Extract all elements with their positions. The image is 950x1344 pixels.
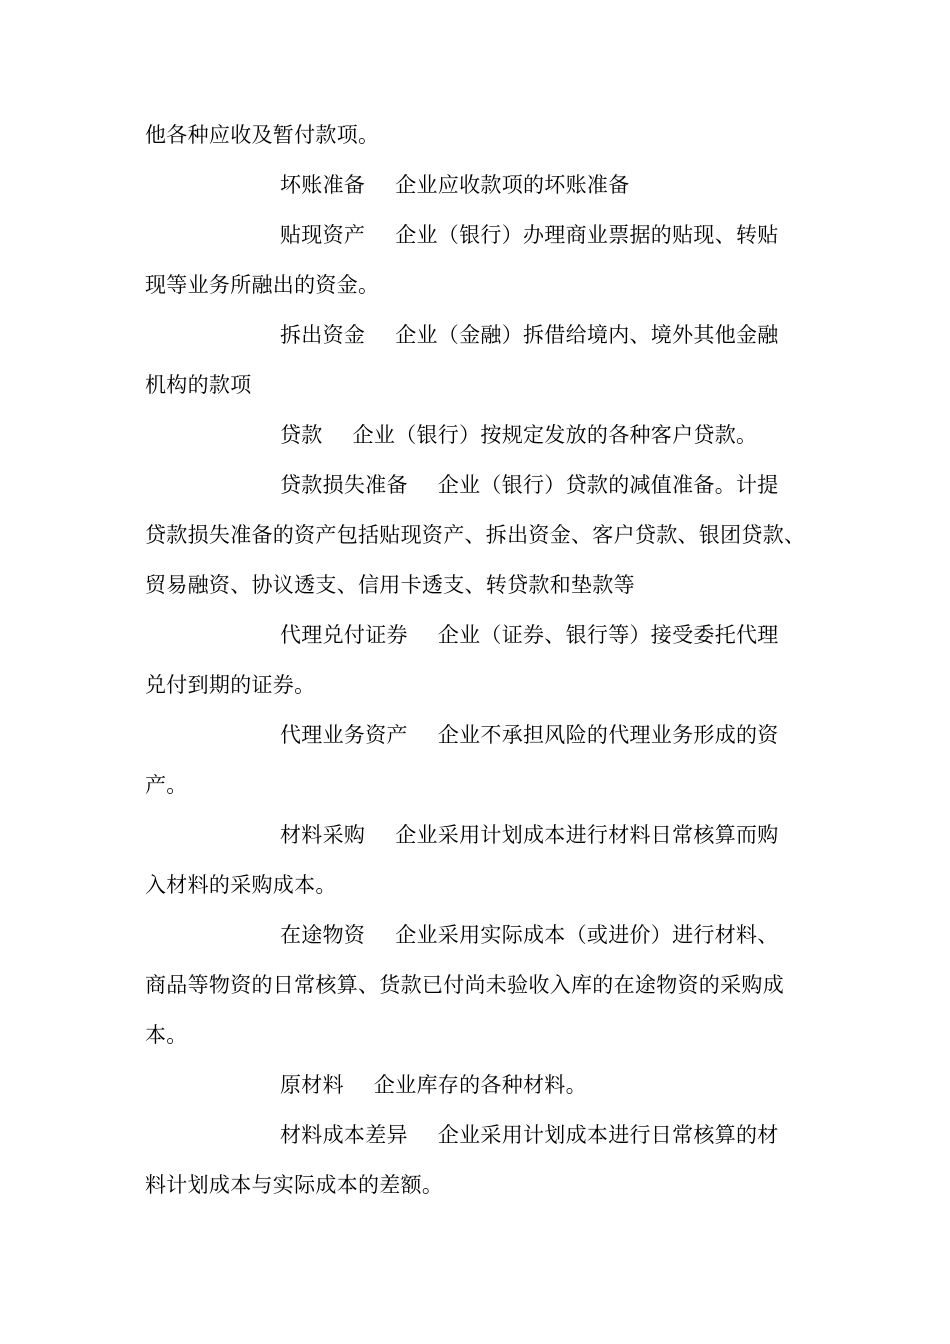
text-line <box>145 271 379 299</box>
term-definition: 企业（银行）贷款的减值准备。计提 <box>437 473 779 497</box>
term-label: 贴现资产 <box>280 223 366 247</box>
line-text: 入材料的采购成本。 <box>145 873 337 897</box>
term-entry <box>280 421 757 449</box>
text-line <box>145 671 315 699</box>
line-text: 产。 <box>145 773 188 797</box>
text-line <box>145 571 635 599</box>
term-definition: 企业（银行）按规定发放的各种客户贷款。 <box>352 423 758 447</box>
line-text: 机构的款项 <box>145 373 252 397</box>
term-entry <box>280 221 779 249</box>
term-definition: 企业（证券、银行等）接受委托代理 <box>437 623 779 647</box>
text-line <box>145 121 379 149</box>
term-label: 材料采购 <box>280 823 366 847</box>
term-entry <box>280 1071 587 1099</box>
text-line <box>145 971 784 999</box>
line-text: 贸易融资、协议透支、信用卡透支、转贷款和垫款等 <box>145 573 635 597</box>
term-label: 拆出资金 <box>280 323 366 347</box>
text-line <box>145 1171 443 1199</box>
term-label: 在途物资 <box>280 923 366 947</box>
term-entry <box>280 1121 779 1149</box>
text-line <box>145 371 252 399</box>
term-definition: 企业（金融）拆借给境内、境外其他金融 <box>395 323 779 347</box>
line-text: 料计划成本与实际成本的差额。 <box>145 1173 444 1197</box>
term-label: 贷款 <box>280 423 323 447</box>
term-definition: 企业不承担风险的代理业务形成的资 <box>437 723 779 747</box>
term-entry <box>280 321 779 349</box>
term-label: 贷款损失准备 <box>280 473 408 497</box>
term-definition: 企业（银行）办理商业票据的贴现、转贴 <box>395 223 779 247</box>
term-entry <box>280 621 779 649</box>
term-definition: 企业应收款项的坏账准备 <box>395 173 630 197</box>
line-text: 本。 <box>145 1023 188 1047</box>
line-text: 他各种应收及暂付款项。 <box>145 123 380 147</box>
term-entry <box>280 171 630 199</box>
text-line <box>145 1021 188 1049</box>
text-line <box>145 521 805 549</box>
term-definition: 企业库存的各种材料。 <box>373 1073 587 1097</box>
term-label: 材料成本差异 <box>280 1123 408 1147</box>
term-label: 原材料 <box>280 1073 344 1097</box>
text-line <box>145 771 188 799</box>
term-label: 代理兑付证券 <box>280 623 408 647</box>
line-text: 现等业务所融出的资金。 <box>145 273 380 297</box>
term-entry <box>280 471 779 499</box>
line-text: 兑付到期的证券。 <box>145 673 316 697</box>
term-definition: 企业采用计划成本进行材料日常核算而购 <box>395 823 779 847</box>
text-line <box>145 871 337 899</box>
term-definition: 企业采用计划成本进行日常核算的材 <box>437 1123 779 1147</box>
term-entry <box>280 921 779 949</box>
term-label: 代理业务资产 <box>280 723 408 747</box>
term-definition: 企业采用实际成本（或进价）进行材料、 <box>395 923 779 947</box>
term-entry <box>280 721 779 749</box>
line-text: 贷款损失准备的资产包括贴现资产、拆出资金、客户贷款、银团贷款、 <box>145 523 806 547</box>
term-label: 坏账准备 <box>280 173 366 197</box>
term-entry <box>280 821 779 849</box>
line-text: 商品等物资的日常核算、货款已付尚未验收入库的在途物资的采购成 <box>145 973 784 997</box>
